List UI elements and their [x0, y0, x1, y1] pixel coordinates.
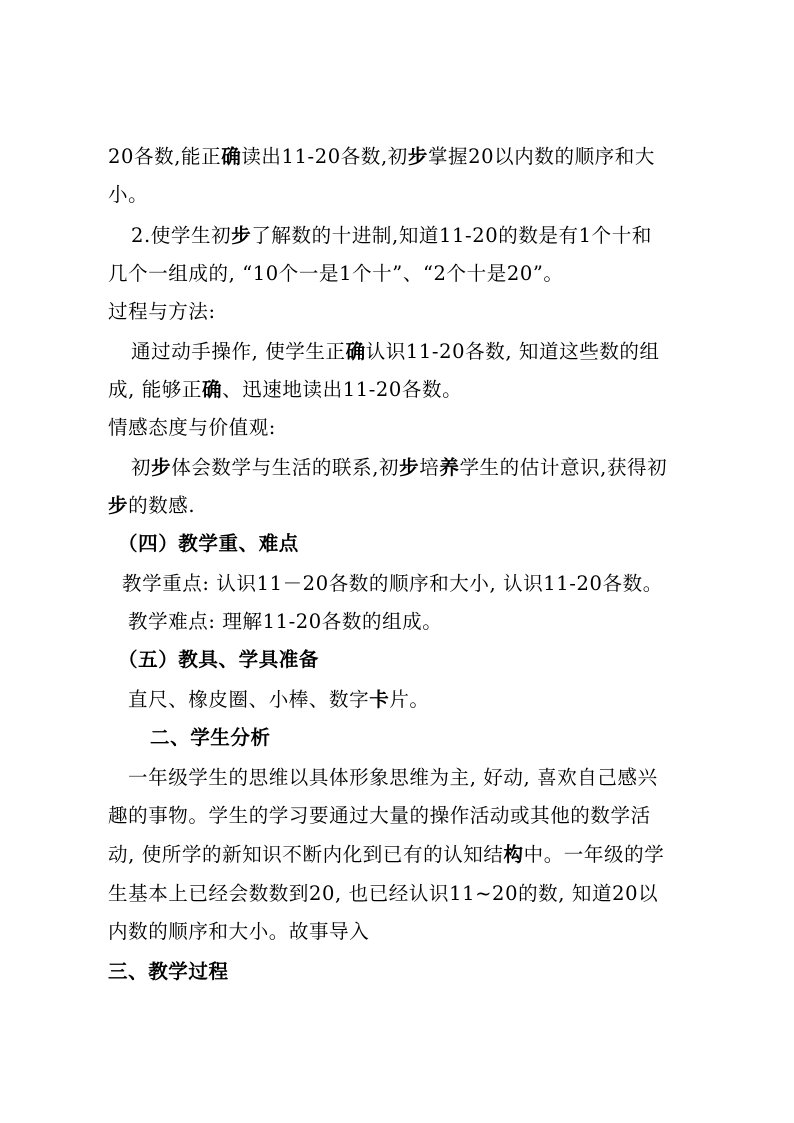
bold-run: 确	[221, 145, 242, 168]
text-line	[108, 260, 564, 288]
text-run: 过程与方法:	[108, 300, 216, 323]
bold-run: 步	[108, 494, 129, 517]
bold-run: 养	[439, 456, 460, 479]
section-label	[108, 414, 276, 442]
text-line	[108, 143, 655, 171]
text-run: 掌握20以内数的顺序和大	[427, 145, 655, 168]
section-heading	[118, 646, 319, 674]
text-line	[128, 608, 442, 636]
text-line	[108, 918, 369, 946]
bold-run: 步	[151, 456, 172, 479]
text-run: 中。一年级的学	[523, 843, 665, 866]
heading-text: 三、教学过程	[108, 960, 229, 983]
text-run: 生基本上已经会数数到20, 也已经认识11~20的数, 知道20以	[108, 882, 659, 905]
section-heading	[108, 958, 229, 986]
text-run: 教学难点: 理解11-20各数的组成。	[128, 610, 443, 633]
text-run: 几个一组成的, “10个一是1个十”、“2个十是20”。	[108, 262, 564, 285]
bold-run: 构	[503, 843, 524, 866]
text-run: 内数的顺序和大小。故事导入	[108, 920, 370, 943]
text-run: 、迅速地读出11-20各数。	[222, 378, 463, 401]
text-run: 认识11-20各数, 知道这些数的组	[365, 340, 660, 363]
text-run: 了解数的十进制,知道11-20的数是有1个十和	[251, 224, 652, 247]
bold-run: 步	[407, 145, 428, 168]
bold-run: 步	[231, 224, 252, 247]
text-line	[108, 376, 462, 404]
text-run: 直尺、橡皮圈、小棒、数字	[128, 688, 370, 711]
text-line	[128, 764, 658, 792]
text-run: 一年级学生的思维以具体形象思维为主, 好动, 喜欢自己感兴	[128, 766, 658, 789]
text-run: 片。	[389, 688, 430, 711]
text-line	[108, 492, 195, 520]
text-line	[108, 802, 651, 830]
text-run: 读出11-20各数,初	[241, 145, 408, 168]
text-run: 成, 能够正	[108, 378, 202, 401]
text-line	[131, 222, 652, 250]
text-run: 体会数学与生活的联系,初	[171, 456, 400, 479]
text-run: 初	[131, 456, 152, 479]
bold-run: 确	[345, 340, 366, 363]
text-run: 小。	[108, 183, 149, 206]
text-run: 动, 使所学的新知识不断内化到已有的认知结	[108, 843, 504, 866]
text-run: 趣的事物。学生的学习要通过大量的操作活动或其他的数学活	[108, 804, 651, 827]
heading-text: （五）教具、学具准备	[118, 648, 320, 671]
text-line	[122, 570, 663, 598]
bold-run: 步	[399, 456, 420, 479]
section-heading	[118, 530, 299, 558]
text-line	[108, 841, 664, 869]
text-line	[128, 686, 430, 714]
heading-text: 二、学生分析	[150, 726, 271, 749]
text-run: 2.使学生初	[131, 224, 232, 247]
text-run: 的数感.	[128, 494, 196, 517]
text-run: 通过动手操作, 使学生正	[131, 340, 346, 363]
bold-run: 卡	[369, 688, 390, 711]
text-run: 20各数,能正	[108, 145, 222, 168]
text-run: 教学重点: 认识11－20各数的顺序和大小, 认识11-20各数。	[122, 572, 663, 595]
text-line	[108, 181, 148, 209]
text-line	[131, 454, 667, 482]
bold-run: 确	[202, 378, 223, 401]
section-heading	[150, 724, 271, 752]
text-line	[108, 880, 658, 908]
text-run: 情感态度与价值观:	[108, 416, 276, 439]
text-run: 学生的估计意识,获得初	[459, 456, 668, 479]
heading-text: （四）教学重、难点	[118, 532, 299, 555]
text-line	[131, 338, 660, 366]
text-run: 培	[419, 456, 440, 479]
section-label	[108, 298, 216, 326]
